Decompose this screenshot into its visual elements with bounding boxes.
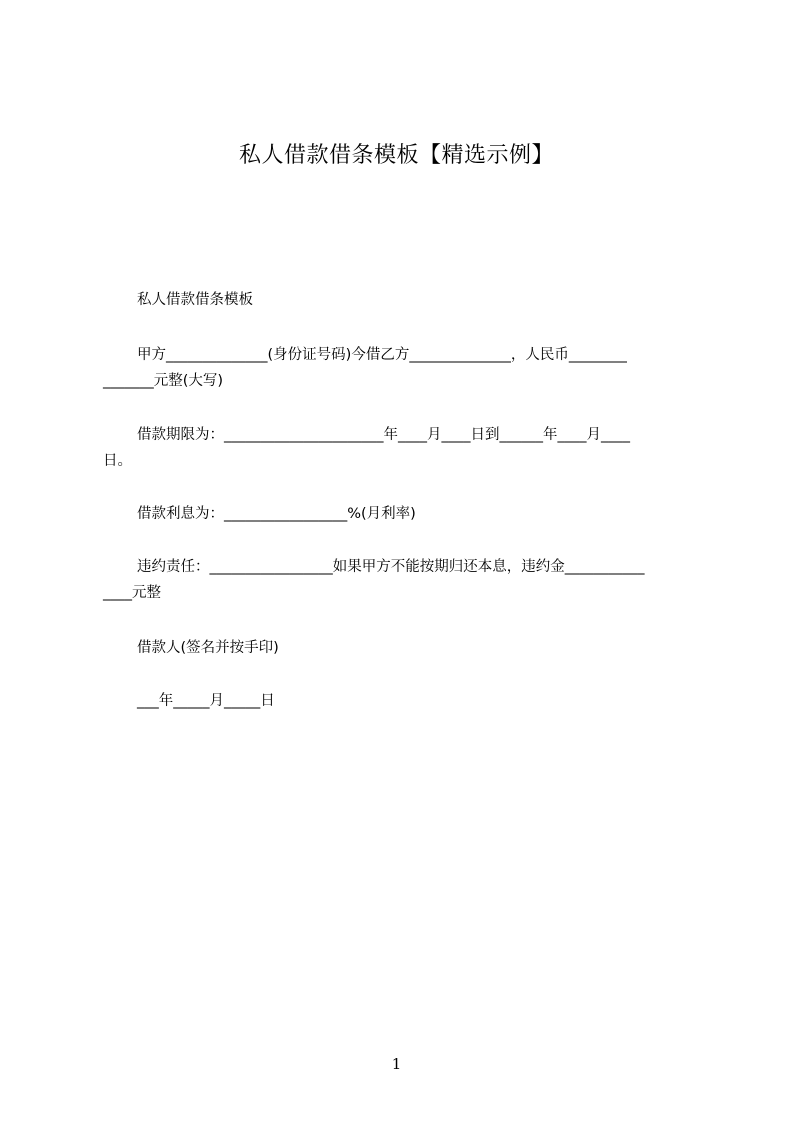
page-number: 1	[391, 1055, 402, 1073]
date-line: ___年_____月_____日	[137, 693, 275, 709]
section-heading: 私人借款借条模板	[137, 292, 253, 308]
party-line-1: 甲方______________(身份证号码)今借乙方______________，人民币________	[137, 347, 627, 363]
period-line-2: 日。	[103, 453, 132, 469]
borrower-signature-line: 借款人(签名并按手印)	[137, 640, 279, 656]
period-line-1: 借款期限为：______________________年____月____日到______年____月____	[137, 427, 630, 443]
document-title: 私人借款借条模板【精选示例】	[238, 143, 554, 168]
liability-line-1: 违约责任：_________________如果甲方不能按期归还本息，违约金___________	[137, 559, 645, 575]
liability-line-2: ____元整	[103, 585, 161, 601]
interest-line: 借款利息为：_________________%(月利率)	[137, 506, 416, 522]
party-line-2: _______元整(大写)	[103, 373, 224, 389]
